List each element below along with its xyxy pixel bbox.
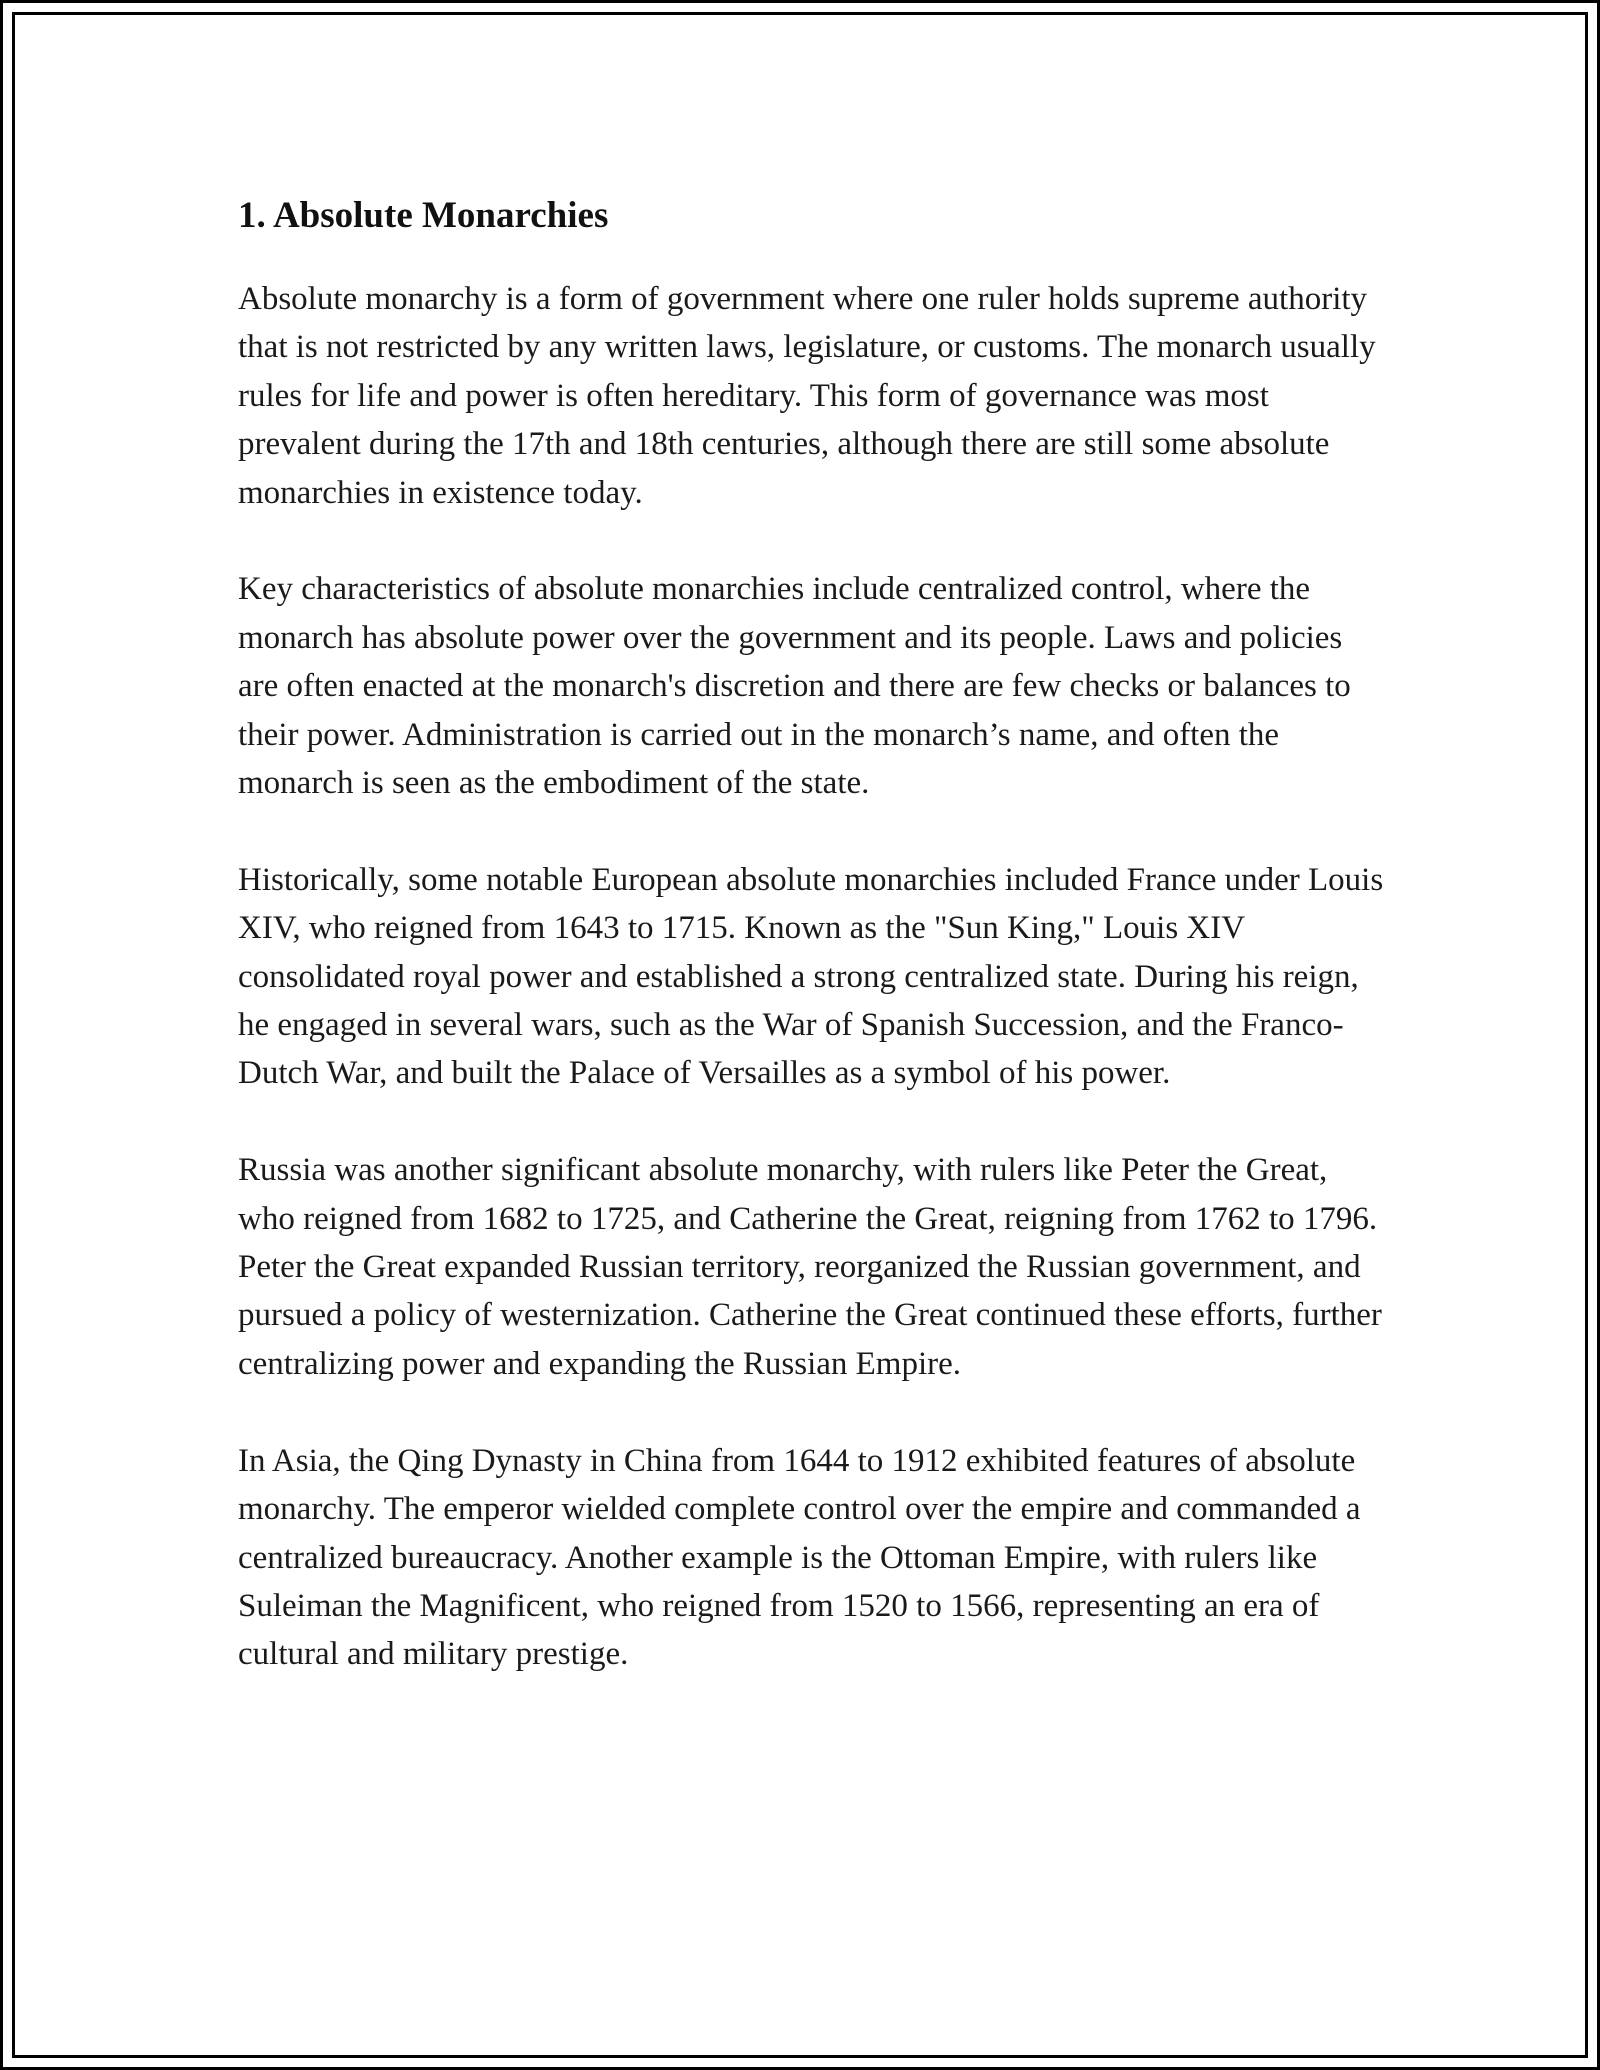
section-title: 1. Absolute Monarchies (238, 195, 609, 236)
paragraph-russia: Russia was another significant absolute monarchy, with rulers like Peter the Great, who reigned from 1682 to 1725, and Catherine the Great, reigning from 1762 to 1796. Peter the Great expanded Russian territory, reorganized the Russian government, and pursued a policy of westernization. Catherine the Great continued these efforts, further centralizing power and expanding the Russian Empire. (238, 1152, 1382, 1382)
document-body (238, 189, 1388, 1727)
paragraph-asia: In Asia, the Qing Dynasty in China from 1644 to 1912 exhibited features of absolute monarchy. The emperor wielded complete control over the empire and commanded a centralized bureaucracy. Another example is the Ottoman Empire, with rulers like Suleiman the Magnificent, who reigned from 1520 to 1566, representing an era of cultural and military prestige. (238, 1442, 1361, 1673)
paragraph-characteristics: Key characteristics of absolute monarchies include centralized control, where the monarch has absolute power over the government and its people. Laws and policies are often enacted at the monarch's discretion and there are few checks or balances to their power. Administration is carried out in the monarch’s name, and often the monarch is seen as the embodiment of the state. (238, 571, 1351, 802)
paragraph-france: Historically, some notable European absolute monarchies included France under Louis XIV, who reigned from 1643 to 1715. Known as the "Sun King," Louis XIV consolidated royal power and established a strong centralized state. During his reign, he engaged in several wars, such as the War of Spanish Succession, and the Franco-Dutch War, and built the Palace of Versailles as a symbol of his power. (238, 861, 1384, 1092)
paragraph-definition: Absolute monarchy is a form of government where one ruler holds supreme authority that is not restricted by any written laws, legislature, or customs. The monarch usually rules for life and power is often hereditary. This form of governance was most prevalent during the 17th and 18th centuries, although there are still some absolute monarchies in existence today. (238, 281, 1376, 511)
